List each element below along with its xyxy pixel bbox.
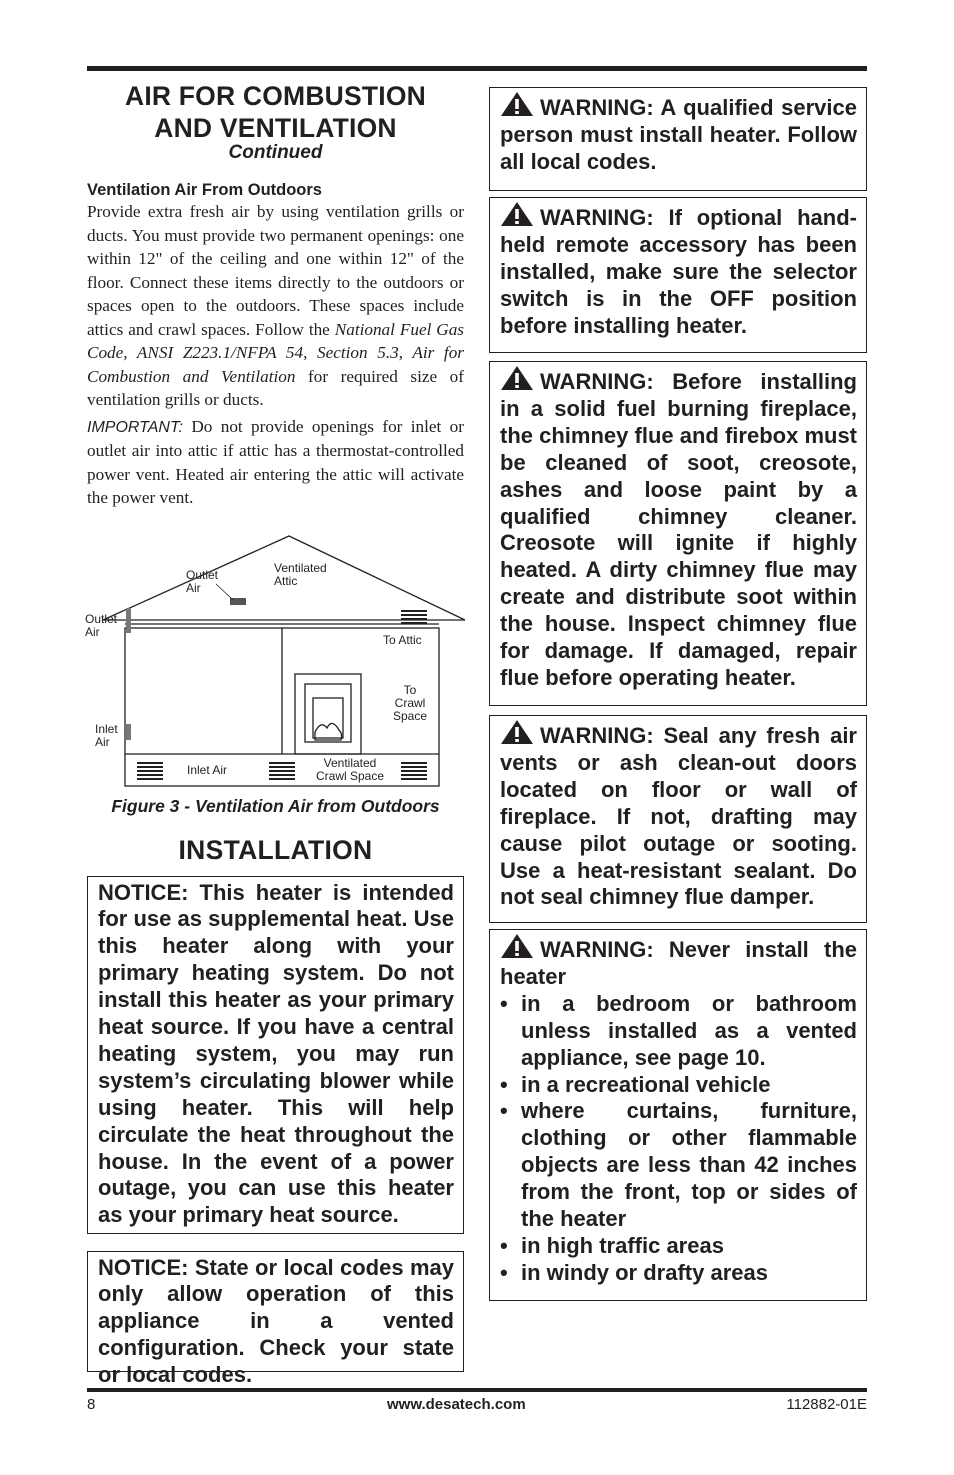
bullet: • xyxy=(500,1098,508,1124)
warning-triangle-icon xyxy=(500,201,534,227)
label-inlet-air-wall: Inlet Air xyxy=(95,721,118,749)
list-item xyxy=(500,1233,857,1260)
outlet-wall-vent xyxy=(126,608,131,633)
warning-remote-accessory xyxy=(489,197,867,353)
label-outlet-air-wall: Outlet Air xyxy=(85,611,118,639)
bullet: • xyxy=(500,1232,508,1258)
para-code-reference: National Fuel Gas Code, ANSI Z223.1/NFPA 54, Section 5.3, Air for Combustion and Ventilation xyxy=(87,319,465,386)
notice-vented-configuration: NOTICE: State or local codes may only allow operation of this appliance in a vented configuration. Check your state or local codes. xyxy=(87,1251,464,1372)
warning-seal-vents-text: WARNING: Seal any fresh air vents or ash clean-out doors located on floor or wall of fireplace. If not, drafting may cause pilot outage or sooting. Use a heat-resistant sealant. Do not seal chimney flue damper. xyxy=(500,723,857,910)
label-ventilated-attic: Ventilated Attic xyxy=(274,560,327,588)
bottom-rule xyxy=(87,1388,867,1392)
section-title-line2: AND VENTILATION xyxy=(154,113,397,143)
para-text-b: for required size of ventilation grills or ducts. xyxy=(87,366,465,409)
ventilation-paragraph xyxy=(87,200,464,412)
installation-heading: INSTALLATION xyxy=(178,834,373,865)
warning-qualified-service-text: WARNING: A qualified service person must install heater. Follow all local codes. xyxy=(500,95,857,174)
list-item xyxy=(500,1072,857,1099)
figure-caption: Figure 3 - Ventilation Air from Outdoors xyxy=(111,795,440,816)
warning-chimney-cleaning-text: WARNING: Before installing in a solid fuel burning fireplace, the chimney flue and firebox must be cleaned of soot, creosote, ashes and loose paint by a qualified chimney cleaner. Creosote will ignite if highly heated. A dirty chimney flue may create and distribute soot within the house. Inspect chimney flue for damage. If damaged, repair flue before operating heater. xyxy=(500,369,857,690)
label-inlet-air-floor: Inlet Air xyxy=(187,762,228,777)
label-to-attic: To Attic xyxy=(383,632,422,647)
warning-seal-vents xyxy=(489,715,867,923)
label-to-crawl-space: To Crawl Space xyxy=(392,682,428,723)
prohibited-locations-list xyxy=(500,991,857,1287)
page-number: 8 xyxy=(87,1396,96,1413)
warning-triangle-icon xyxy=(500,365,534,391)
warning-triangle-icon xyxy=(500,933,534,959)
label-ventilated-crawl-space: Ventilated Crawl Space xyxy=(315,755,385,783)
bullet: • xyxy=(500,1071,508,1097)
bullet: • xyxy=(500,1259,508,1285)
warning-triangle-icon xyxy=(500,719,534,745)
warning-install-intro-text: WARNING: Never install the heater xyxy=(500,937,857,989)
warning-qualified-service xyxy=(489,87,867,191)
bullet: • xyxy=(500,990,508,1016)
ventilation-figure xyxy=(85,528,465,788)
list-item-text: in high traffic areas xyxy=(521,1232,724,1258)
notice-supplemental-heat: NOTICE: This heater is intended for use as supplemental heat. Use this heater along with your primary heating system. Do not install this heater as your primary heat source. If you have a central heating system, you may run system’s circulating blower while using heater. This will help circulate the heat throughout the house. In the event of a power outage, you can use this heater as your primary heat source. xyxy=(87,876,464,1234)
subheading: Ventilation Air From Outdoors xyxy=(87,181,322,199)
list-item xyxy=(500,1260,857,1287)
label-outlet-air-attic: Outlet Air xyxy=(186,567,219,595)
list-item-text: in windy or drafty areas xyxy=(521,1259,768,1285)
list-item-text: where curtains, furniture, clothing or other flammable objects are less than 42 inches from the front, top or sides of the heater xyxy=(521,1098,857,1232)
warning-install-locations xyxy=(489,929,867,1301)
section-title xyxy=(87,80,464,144)
warning-triangle-icon xyxy=(500,91,534,117)
website-link[interactable]: www.desatech.com xyxy=(387,1396,526,1413)
important-paragraph xyxy=(87,415,464,510)
list-item-text: in a bedroom or bathroom unless installed as a vented appliance, see page 10. xyxy=(521,990,857,1070)
inlet-wall-vent xyxy=(126,724,131,740)
list-item xyxy=(500,991,857,1072)
document-number: 112882-01E xyxy=(786,1396,867,1413)
list-item xyxy=(500,1098,857,1233)
top-rule xyxy=(87,66,867,71)
section-title-line1: AIR FOR COMBUSTION xyxy=(125,81,426,111)
important-label: IMPORTANT: xyxy=(87,418,183,436)
warning-remote-accessory-text: WARNING: If optional hand-held remote accessory has been installed, make sure the selector switch is in the OFF position before installing heater. xyxy=(500,205,857,338)
para-text-a: Provide extra fresh air by using ventilation grills or ducts. You must provide two permanent openings: one within 12" of the ceiling and one within 12" of the floor. Connect these items directly to the outdoors or spaces open to the outdoors. These spaces include attics and crawl spaces. Follow the xyxy=(87,202,464,339)
continued-label: Continued xyxy=(228,142,323,163)
list-item-text: in a recreational vehicle xyxy=(521,1071,771,1097)
warning-chimney-cleaning xyxy=(489,361,867,706)
warning-install-locations-intro xyxy=(500,933,857,991)
left-column xyxy=(85,80,465,1388)
right-column xyxy=(489,87,867,1301)
important-text: Do not provide openings for inlet or outlet air into attic if attic has a thermostat-controlled power vent. Heated air entering the attic will activate the power vent. xyxy=(87,416,464,507)
